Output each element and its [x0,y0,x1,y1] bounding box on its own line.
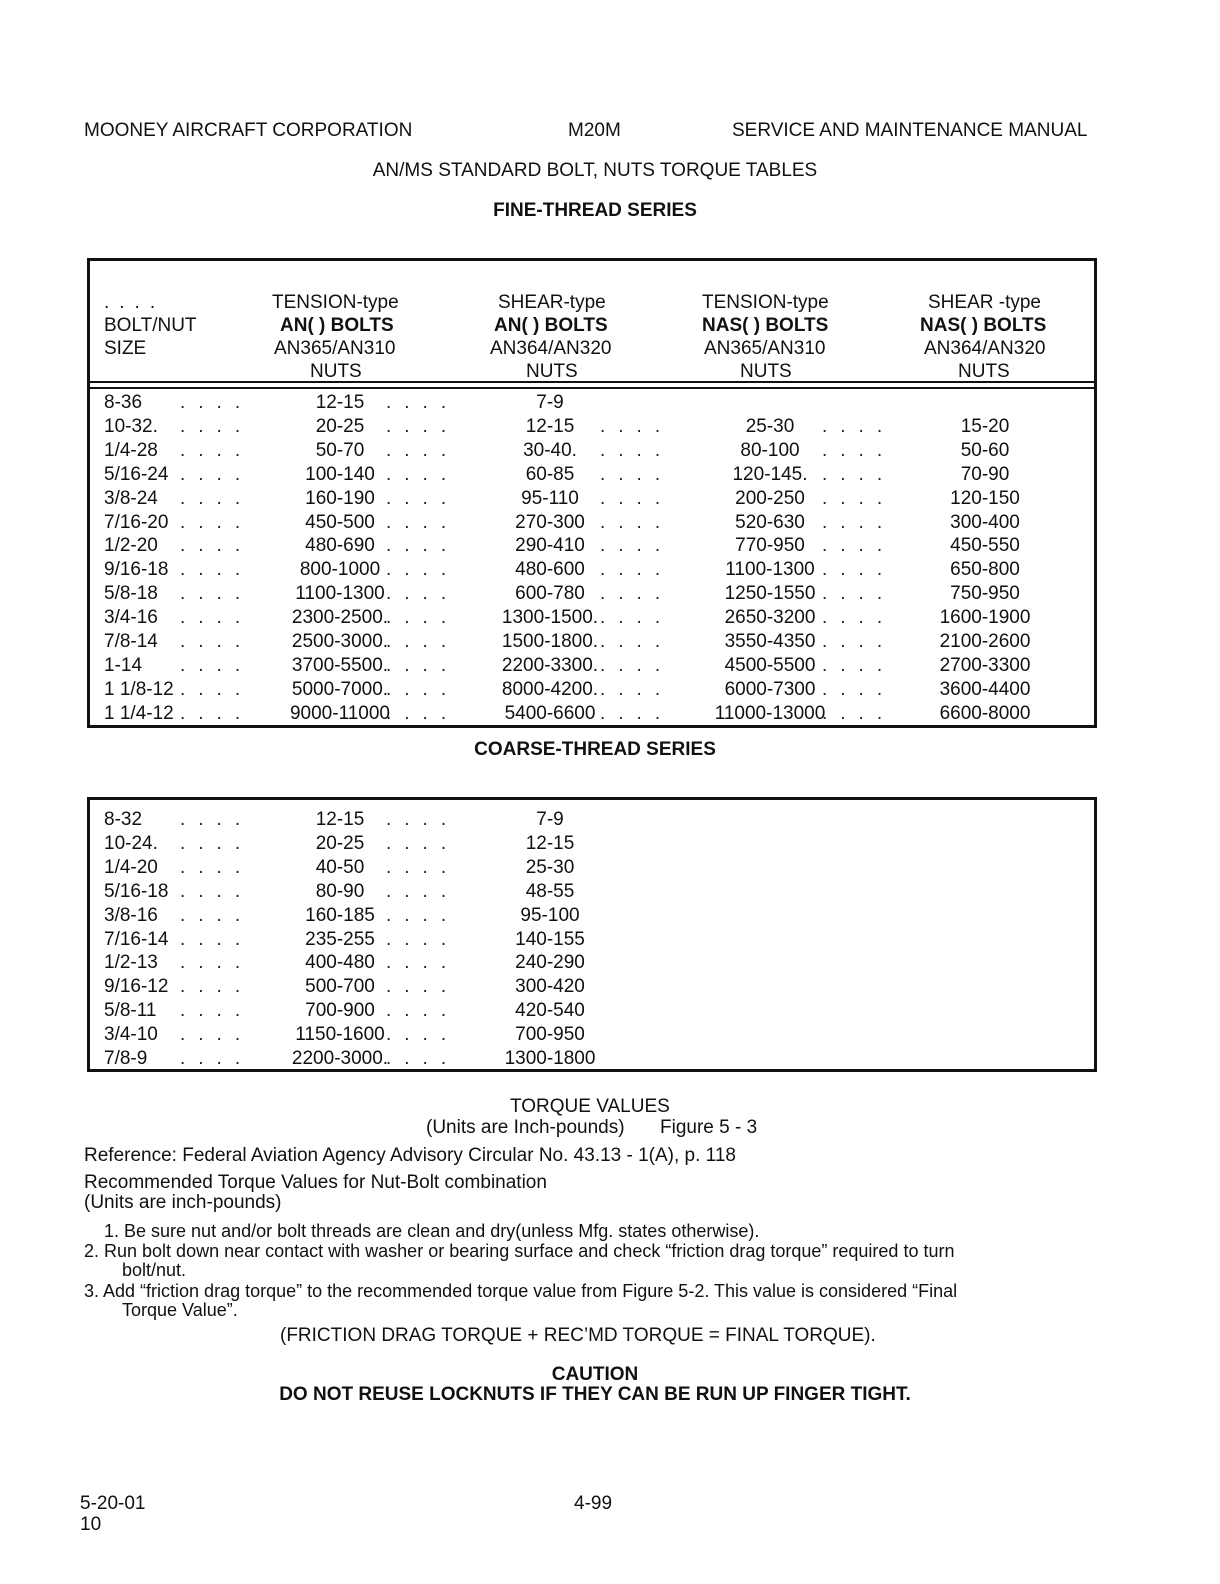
coarse-cell: 12-15 [525,832,575,854]
dot-leader: .... [600,631,674,652]
coarse-cell: 400-480 [305,952,375,974]
fine-cell: 1100-1300 [295,583,385,605]
fine-row [90,702,1094,726]
dot-leader: .... [180,832,254,854]
footer-revision: 10 [80,1514,102,1535]
dot-leader: .... [822,631,896,652]
coarse-cell: 1/2-13 [104,952,158,974]
coarse-cell: 140-155 [515,928,585,950]
dot-leader: .... [822,559,896,581]
coarse-cell: 20-25 [315,832,365,854]
coarse-cell: 5/8-11 [104,1000,157,1022]
dot-leader: .... [822,583,896,605]
coarse-cell: 7/8-9 [104,1048,148,1069]
dot-leader: .... [180,463,254,485]
fine-cell: 8-36 [104,392,143,413]
coarse-row [90,856,1094,880]
fine-cell: 50-70 [315,439,365,461]
fine-cell: 300-400 [950,511,1020,533]
fine-cell: 1300-1500. [501,607,599,629]
fine-row [90,439,1094,463]
dot-leader: .... [386,487,460,509]
fine-cell: 7-9 [536,392,564,413]
coarse-row [90,999,1094,1023]
fine-cell: 95-110 [521,487,579,509]
dot-leader: .... [180,559,254,581]
fine-cell: 1500-1800. [501,631,599,652]
fine-cell: 10-32. [104,415,158,437]
coarse-cell: 95-100 [520,904,580,926]
footer-page-number: 4-99 [574,1493,613,1514]
dot-leader: .... [386,583,460,605]
dot-leader: .... [386,511,460,533]
dot-leader: .... [386,654,460,676]
dot-leader: .... [180,631,254,652]
dot-leader: .... [386,415,460,437]
fine-cell: 1-14 [104,654,143,676]
fine-row [90,606,1094,630]
fine-cell: 770-950 [735,535,805,557]
fine-cell: 1250-1550 [724,583,816,605]
fine-cell: 7/8-14 [104,631,158,652]
dot-leader: .... [180,1000,254,1022]
dot-leader: .... [600,535,674,557]
header-rule [90,381,1094,383]
fine-cell: 480-600 [515,559,585,581]
fine-cell: 270-300 [515,511,585,533]
fine-cell: 2300-2500. [291,607,389,629]
fine-cell: 60-85 [525,463,575,485]
fine-cell: 15-20 [960,415,1010,437]
dot-leader: .... [822,463,896,485]
note-2-cont: bolt/nut. [122,1260,187,1280]
fine-cell: 4500-5500 [724,654,816,676]
coarse-cell: 5/16-18 [104,880,169,902]
fine-cell: 80-100 [740,439,800,461]
recommended-line: Recommended Torque Values for Nut-Bolt combination [84,1172,547,1193]
coarse-cell: 700-950 [515,1024,585,1046]
dot-leader: .... [180,439,254,461]
dot-leader: .... [822,654,896,676]
dot-leader: .... [180,415,254,437]
coarse-cell: 160-185 [305,904,375,926]
coarse-thread-table [87,797,1097,1072]
footer-date: 5-20-01 [80,1493,146,1514]
dot-leader: .... [180,607,254,629]
dot-leader: .... [180,809,254,830]
note-1: 1. Be sure nut and/or bolt threads are clean and dry(unless Mfg. states otherwise). [104,1221,760,1241]
fine-cell: 5/16-24 [104,463,169,485]
dot-leader: .... [386,1000,460,1022]
dot-leader: .... [180,928,254,950]
fine-cell: 6000-7300 [724,678,816,700]
fine-cell: 1100-1300 [725,559,815,581]
coarse-cell: 700-900 [305,1000,375,1022]
coarse-cell: 7/16-14 [104,928,169,950]
dot-leader: .... [386,880,460,902]
fine-cell: 5/8-18 [104,583,158,605]
coarse-row [90,832,1094,856]
dot-leader: .... [600,511,674,533]
dot-leader: .... [180,856,254,878]
coarse-cell: 300-420 [515,976,585,998]
fine-cell: 30-40. [523,439,577,461]
dot-leader: .... [600,463,674,485]
reference-line: Reference: Federal Aviation Agency Advisory Circular No. 43.13 - 1(A), p. 118 [84,1145,736,1166]
dot-leader: .... [600,559,674,581]
fine-cell: 2700-3300 [939,654,1031,676]
fine-cell: 1/2-20 [104,535,158,557]
dot-leader: .... [386,856,460,878]
col-header-nas-shear: SHEAR -type NAS( ) BOLTS AN364/AN320 NUTS [920,292,1047,382]
dot-leader: .... [600,487,674,509]
fine-row [90,678,1094,702]
fine-cell: 2200-3300. [501,654,599,676]
header-manual: SERVICE AND MAINTENANCE MANUAL [732,120,1088,141]
coarse-row [90,1023,1094,1047]
fine-row [90,558,1094,582]
fine-cell: 70-90 [960,463,1010,485]
fine-row [90,463,1094,487]
fine-cell: 3600-4400 [939,678,1031,700]
dot-leader: .... [386,392,460,413]
fine-cell: 3700-5500. [291,654,389,676]
dot-leader: .... [386,832,460,854]
dot-leader: .... [386,702,460,724]
coarse-row [90,904,1094,928]
coarse-cell: 1/4-20 [104,856,158,878]
dot-leader: .... [180,511,254,533]
formula-line: (FRICTION DRAG TORQUE + REC’MD TORQUE = FINAL TORQUE). [280,1325,876,1346]
coarse-cell: 80-90 [315,880,365,902]
coarse-cell: 420-540 [515,1000,585,1022]
dot-leader: .... [386,928,460,950]
dot-leader: .... [180,487,254,509]
dot-leader: .... [386,535,460,557]
fine-cell: 800-1000 [299,559,381,581]
figure-label: Figure 5 - 3 [660,1117,758,1138]
units-line: (Units are inch-pounds) [84,1192,282,1213]
header-model: M20M [568,120,621,141]
coarse-cell: 10-24. [104,832,158,854]
dot-leader: .... [180,678,254,700]
note-3: 3. Add “friction drag torque” to the recommended torque value from Figure 5-2. This value is considered “Final [84,1281,958,1301]
caption-units: (Units are Inch-pounds) [426,1117,625,1138]
dot-leader: .... [386,463,460,485]
coarse-cell: 48-55 [525,880,575,902]
col-header-nas-tension: TENSION-type NAS( ) BOLTS AN365/AN310 NUTS [702,292,829,382]
dot-leader: .... [822,487,896,509]
coarse-cell: 7-9 [536,809,564,830]
coarse-row [90,1047,1094,1071]
fine-cell: 1 1/8-12 [104,678,174,700]
fine-cell: 200-250 [735,487,805,509]
fine-cell: 20-25 [315,415,365,437]
fine-cell: 750-950 [950,583,1020,605]
dot-leader: .... [180,952,254,974]
coarse-row [90,975,1094,999]
coarse-row [90,808,1094,832]
fine-row [90,391,1094,415]
fine-cell: 1600-1900 [939,607,1031,629]
col-header-an-shear: SHEAR-type AN( ) BOLTS AN364/AN320 NUTS [490,292,612,382]
header-rule [90,387,1094,389]
coarse-cell: 3/8-16 [104,904,158,926]
dot-leader: .... [600,607,674,629]
coarse-cell: 235-255 [305,928,375,950]
fine-cell: 650-800 [950,559,1020,581]
dot-leader: .... [822,535,896,557]
fine-cell: 480-690 [305,535,375,557]
dot-leader: .... [600,583,674,605]
dot-leader: .... [386,976,460,998]
fine-cell: 2650-3200 [724,607,816,629]
coarse-cell: 500-700 [305,976,375,998]
fine-cell: 7/16-20 [104,511,169,533]
dot-leader: .... [386,1024,460,1046]
header-company: MOONEY AIRCRAFT CORPORATION [84,120,413,141]
fine-row [90,487,1094,511]
coarse-cell: 1150-1600 [295,1024,385,1046]
dot-leader: .... [822,678,896,700]
fine-cell: 120-145. [732,463,808,485]
fine-cell: 450-550 [950,535,1020,557]
dot-leader: .... [822,702,896,724]
col-header-size: .... BOLT/NUT SIZE [104,292,197,359]
fine-cell: 3550-4350 [724,631,816,652]
coarse-cell: 8-32 [104,809,143,830]
fine-cell: 25-30 [745,415,795,437]
dot-leader: .... [180,1024,254,1046]
fine-cell: 160-190 [305,487,375,509]
fine-cell: 3/8-24 [104,487,158,509]
fine-cell: 520-630 [735,511,805,533]
fine-cell: 290-410 [515,535,585,557]
dot-leader: .... [180,880,254,902]
fine-cell: 5000-7000. [291,678,389,700]
fine-cell: 1 1/4-12 [104,702,174,724]
fine-cell: 9/16-18 [104,559,169,581]
dot-leader: .... [386,439,460,461]
fine-thread-table [87,258,1097,728]
coarse-cell: 1300-1800 [504,1048,596,1069]
dot-leader: .... [386,952,460,974]
dot-leader: .... [386,809,460,830]
dot-leader: .... [180,702,254,724]
dot-leader: .... [600,415,674,437]
coarse-row [90,928,1094,952]
coarse-cell: 40-50 [315,856,365,878]
fine-cell: 450-500 [305,511,375,533]
fine-cell: 100-140 [305,463,375,485]
coarse-cell: 2200-3000. [291,1048,389,1069]
fine-row [90,654,1094,678]
fine-row [90,582,1094,606]
coarse-cell: 3/4-10 [104,1024,158,1046]
coarse-section-title: COARSE-THREAD SERIES [474,739,716,760]
caution-title: CAUTION [551,1364,639,1385]
dot-leader: .... [386,678,460,700]
coarse-row [90,880,1094,904]
coarse-cell: 25-30 [525,856,575,878]
fine-cell: 1/4-28 [104,439,158,461]
fine-cell: 8000-4200. [501,678,599,700]
dot-leader: .... [180,976,254,998]
note-3-cont: Torque Value”. [122,1300,238,1320]
fine-section-title: FINE-THREAD SERIES [493,200,697,221]
coarse-cell: 9/16-12 [104,976,169,998]
dot-leader: .... [822,415,896,437]
fine-cell: 2100-2600 [939,631,1031,652]
fine-cell: 12-15 [315,392,365,413]
col-header-an-tension: TENSION-type AN( ) BOLTS AN365/AN310 NUTS [272,292,399,382]
fine-cell: 2500-3000. [291,631,389,652]
fine-row [90,630,1094,654]
coarse-cell: 240-290 [515,952,585,974]
dot-leader: .... [180,1048,254,1069]
dot-leader: .... [386,904,460,926]
fine-cell: 11000-13000 [714,702,826,724]
fine-cell: 50-60 [960,439,1010,461]
dot-leader: .... [386,631,460,652]
dot-leader: .... [600,678,674,700]
fine-row [90,511,1094,535]
coarse-row [90,951,1094,975]
dot-leader: .... [822,607,896,629]
fine-cell: 9000-11000 [289,702,391,724]
dot-leader: .... [600,654,674,676]
fine-cell: 600-780 [515,583,585,605]
dot-leader: .... [180,392,254,413]
dot-leader: .... [386,559,460,581]
dot-leader: .... [180,904,254,926]
fine-cell: 6600-8000 [939,702,1031,724]
dot-leader: .... [386,607,460,629]
dot-leader: .... [180,535,254,557]
dot-leader: .... [600,702,674,724]
caution-text: DO NOT REUSE LOCKNUTS IF THEY CAN BE RUN UP FINGER TIGHT. [279,1384,911,1405]
coarse-cell: 12-15 [315,809,365,830]
fine-cell: 120-150 [950,487,1020,509]
dot-leader: .... [822,439,896,461]
dot-leader: .... [180,583,254,605]
caption-title: TORQUE VALUES [510,1096,670,1117]
dot-leader: .... [180,654,254,676]
dot-leader: .... [822,511,896,533]
page-title: AN/MS STANDARD BOLT, NUTS TORQUE TABLES [372,160,818,181]
fine-cell: 12-15 [525,415,575,437]
fine-row [90,415,1094,439]
dot-leader: .... [386,1048,460,1069]
note-2: 2. Run bolt down near contact with washer or bearing surface and check “friction drag torque” required to turn [84,1241,955,1261]
fine-cell: 5400-6600 [504,702,596,724]
fine-cell: 3/4-16 [104,607,158,629]
dot-leader: .... [600,439,674,461]
fine-row [90,534,1094,558]
